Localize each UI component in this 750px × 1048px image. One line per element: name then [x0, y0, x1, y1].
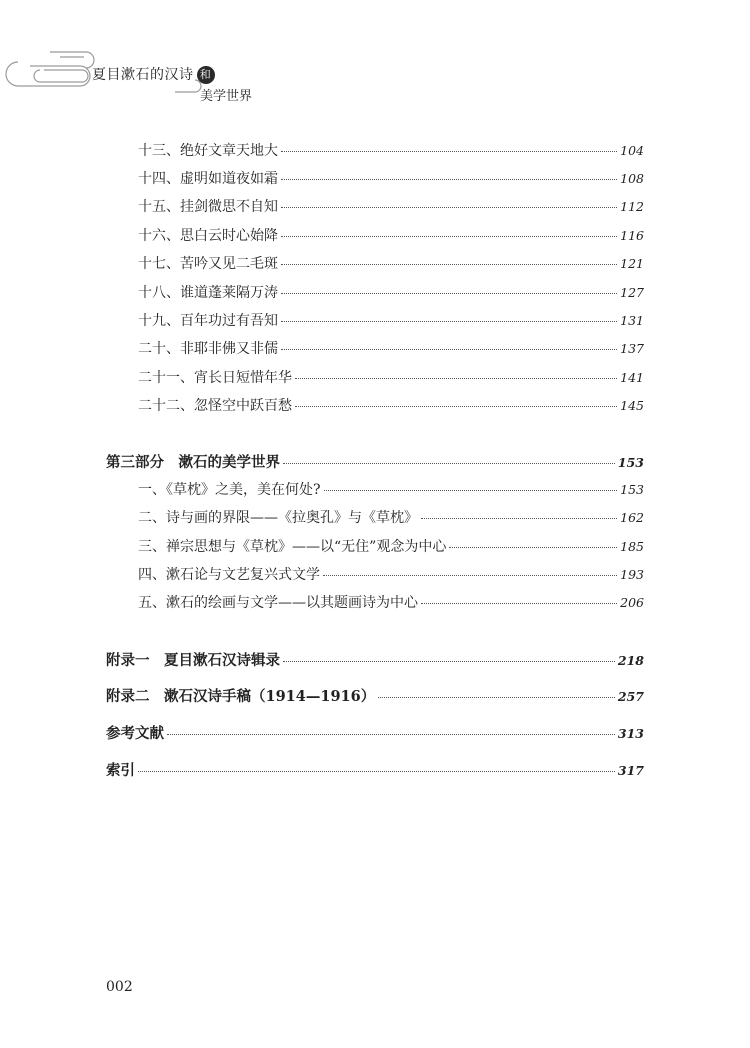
toc-entry-page: 145 — [620, 398, 644, 413]
toc-entry-page: 185 — [620, 539, 644, 554]
toc-entry-label: 二十一、宵长日短惜年华 — [138, 370, 292, 386]
toc-references-heading[interactable] — [106, 722, 644, 742]
toc-entry[interactable] — [138, 140, 644, 160]
dot-leader — [281, 236, 617, 237]
dot-leader — [295, 378, 617, 379]
toc-entry-label: 第三部分 漱石的美学世界 — [106, 454, 280, 471]
dot-leader — [421, 518, 617, 519]
dot-leader — [281, 264, 617, 265]
toc-entry-label: 索引 — [106, 762, 135, 779]
toc-entry-label: 十七、苦吟又见二毛斑 — [138, 256, 278, 272]
toc-entry[interactable] — [138, 479, 644, 499]
toc-entry-page: 162 — [620, 510, 644, 525]
dot-leader — [283, 661, 615, 662]
dot-leader — [138, 771, 615, 772]
toc-entry-page: 116 — [620, 228, 644, 243]
toc-entry[interactable] — [138, 507, 644, 527]
toc-entry[interactable] — [138, 168, 644, 188]
dot-leader — [283, 463, 615, 464]
toc-entry[interactable] — [138, 564, 644, 584]
toc-entry-page: 317 — [617, 763, 644, 778]
dot-leader — [281, 321, 617, 322]
page-number: 002 — [106, 979, 133, 995]
toc-entry[interactable] — [138, 338, 644, 358]
dot-leader — [324, 490, 618, 491]
dot-leader — [449, 547, 617, 548]
toc-appendix-heading[interactable] — [106, 685, 644, 705]
toc-index-heading[interactable] — [106, 759, 644, 779]
dot-leader — [281, 207, 617, 208]
running-header — [0, 0, 750, 110]
toc-entry-label: 二十、非耶非佛又非儒 — [138, 341, 278, 357]
dot-leader — [295, 406, 617, 407]
toc-entry[interactable] — [138, 395, 644, 415]
toc-entry[interactable] — [138, 310, 644, 330]
toc-entry[interactable] — [138, 536, 644, 556]
toc-entry-page: 127 — [620, 285, 644, 300]
toc-entry-page: 131 — [620, 313, 644, 328]
toc-entry-label: 三、禅宗思想与《草枕》——以“无住”观念为中心 — [138, 539, 447, 555]
toc-entry-label: 一、《草枕》之美，美在何处? — [138, 482, 321, 498]
toc-appendix-heading[interactable] — [106, 649, 644, 669]
toc-entry-label: 十五、挂剑微思不自知 — [138, 199, 278, 215]
toc-entry[interactable] — [138, 225, 644, 245]
toc-entry-label: 十三、绝好文章天地大 — [138, 143, 278, 159]
dot-leader — [281, 179, 617, 180]
book-subtitle: 美学世界 — [200, 89, 253, 104]
toc-entry[interactable] — [138, 253, 644, 273]
toc-entry-label: 二、诗与画的界限——《拉奥孔》与《草枕》 — [138, 510, 418, 526]
toc-entry-label: 附录一 夏目漱石汉诗辑录 — [106, 652, 280, 669]
toc-entry-page: 112 — [620, 199, 644, 214]
toc-entry[interactable] — [138, 196, 644, 216]
toc-entry-label: 五、漱石的绘画与文学——以其题画诗为中心 — [138, 595, 418, 611]
toc-entry-page: 153 — [617, 455, 644, 470]
book-title: 夏目漱石的汉诗 和 — [92, 64, 215, 84]
toc-entry-page: 206 — [620, 595, 644, 610]
dot-leader — [378, 697, 615, 698]
toc-entry-label: 十八、谁道蓬莱隔万涛 — [138, 285, 278, 301]
toc-entry[interactable] — [138, 592, 644, 612]
toc-entry-page: 104 — [620, 143, 644, 158]
toc-entry-page: 108 — [620, 171, 644, 186]
toc-entry-page: 193 — [620, 567, 644, 582]
toc-entry-page: 121 — [620, 256, 644, 271]
dot-leader — [421, 603, 617, 604]
toc-entry-page: 153 — [620, 482, 644, 497]
toc-entry-label: 参考文献 — [106, 725, 164, 742]
dot-leader — [281, 349, 617, 350]
dot-leader — [281, 151, 617, 152]
dot-leader — [323, 575, 617, 576]
toc-entry-page: 218 — [617, 653, 644, 668]
toc-entry-label: 四、漱石论与文艺复兴式文学 — [138, 567, 320, 583]
toc-entry-label: 十六、思白云时心始降 — [138, 228, 278, 244]
toc-entry-label: 十九、百年功过有吾知 — [138, 313, 278, 329]
scroll-ornament-icon — [0, 0, 750, 110]
toc-part-heading[interactable] — [106, 451, 644, 471]
toc-entry[interactable] — [138, 367, 644, 387]
dot-leader — [167, 734, 615, 735]
toc-entry-label: 十四、虚明如道夜如霜 — [138, 171, 278, 187]
toc-entry-page: 137 — [620, 341, 644, 356]
toc-entry-page: 257 — [617, 689, 644, 704]
dot-leader — [281, 293, 617, 294]
toc-entry[interactable] — [138, 282, 644, 302]
toc-entry-label: 二十二、忽怪空中跃百愁 — [138, 398, 292, 414]
toc-entry-label: 附录二 漱石汉诗手稿（1914—1916） — [106, 688, 376, 705]
he-badge: 和 — [197, 66, 215, 84]
toc-entry-page: 313 — [617, 726, 644, 741]
toc-entry-page: 141 — [620, 370, 644, 385]
